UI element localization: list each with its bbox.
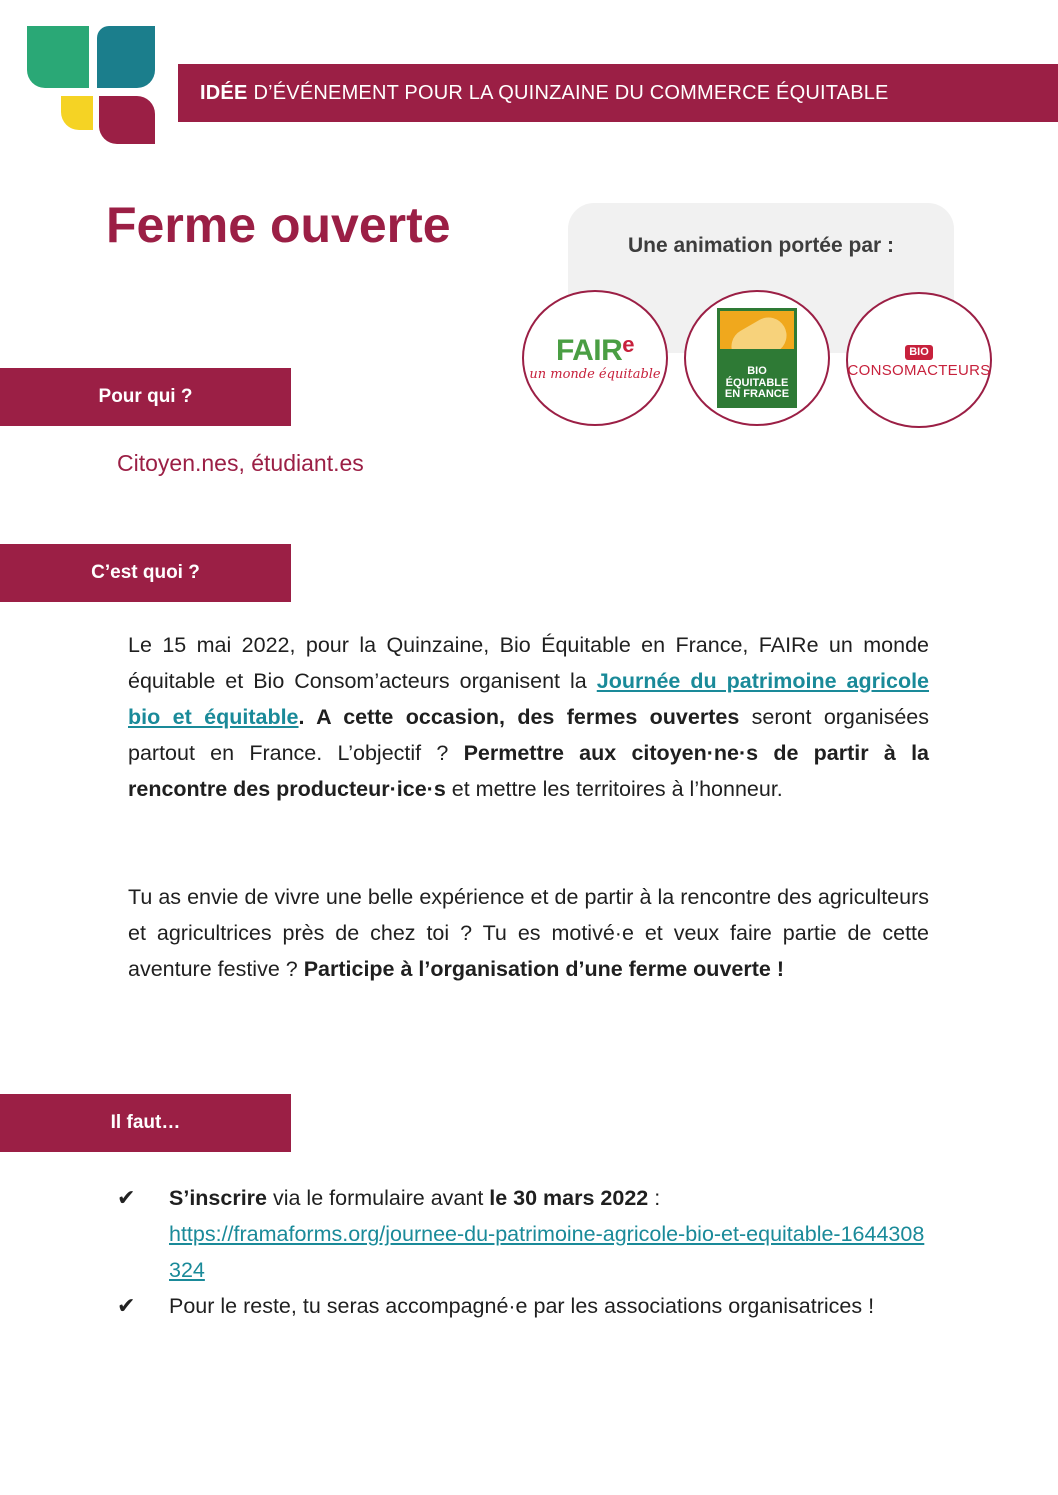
requirement-item-1: ✔ S’inscrire via le formulaire avant le 30 mars 2022 : https://framaforms.org/journee-du-patrimoine-agricole-bio-et-equitable-1644308324 (117, 1180, 929, 1288)
bio-consomacteurs-logo-badge (846, 292, 992, 428)
description-paragraph-1: Le 15 mai 2022, pour la Quinzaine, Bio Équitable en France, FAIRe un monde équitable et Bio Consom’acteurs organisent la Journée du patrimoine agricole bio et équitable. A cette occasion, des fermes ouvertes seront organisées partout en France. L’objectif ? Permettre aux citoyen·ne·s de partir à la rencontre des producteur·ice·s et mettre les territoires à l’honneur. (128, 633, 930, 801)
registration-form-link[interactable]: https://framaforms.org/journee-du-patrimoine-agricole-bio-et-equitable-1644308324 (169, 1222, 925, 1282)
audience-text: Citoyen.nes, étudiant.es (117, 450, 364, 476)
bio-equitable-logo: BIO ÉQUITABLE EN FRANCE (717, 308, 797, 408)
header-prefix: IDÉE (200, 81, 248, 104)
faire-logo-badge (522, 290, 668, 426)
page-title: Ferme ouverte (106, 197, 451, 253)
check-icon: ✔ (117, 1185, 136, 1210)
header-text: D’ÉVÉNEMENT POUR LA QUINZAINE DU COMMERCE ÉQUITABLE (253, 81, 889, 104)
requirement-item-2: ✔ Pour le reste, tu seras accompagné·e par les associations organisatrices ! (117, 1288, 929, 1324)
journee-patrimoine-link[interactable]: Journée du patrimoine agricole bio et équitable (128, 669, 930, 729)
check-icon: ✔ (117, 1293, 136, 1318)
quinzaine-logo (27, 26, 155, 144)
section-heading-cest-quoi: C’est quoi ? (0, 544, 291, 602)
header-band (178, 64, 1058, 122)
bio-consomacteurs-logo: BIO CONSOMACTEURS (847, 345, 991, 379)
faire-tagline: un monde équitable (529, 366, 661, 382)
section-heading-pour-qui: Pour qui ? (0, 368, 291, 426)
section-heading-il-faut: Il faut… (0, 1094, 291, 1152)
faire-logo: FAIR$^e$ un monde équitable (529, 331, 661, 382)
partner-label: Une animation portée par : (627, 234, 895, 257)
bio-equitable-logo-badge (684, 290, 830, 426)
description-paragraph-2: Tu as envie de vivre une belle expérience et de partir à la rencontre des agriculteurs et agricultrices près de chez toi ? Tu es motivé·e et veux faire partie de cette aventure festive ? Participe à l’organisation d’une ferme ouverte ! (128, 885, 929, 981)
